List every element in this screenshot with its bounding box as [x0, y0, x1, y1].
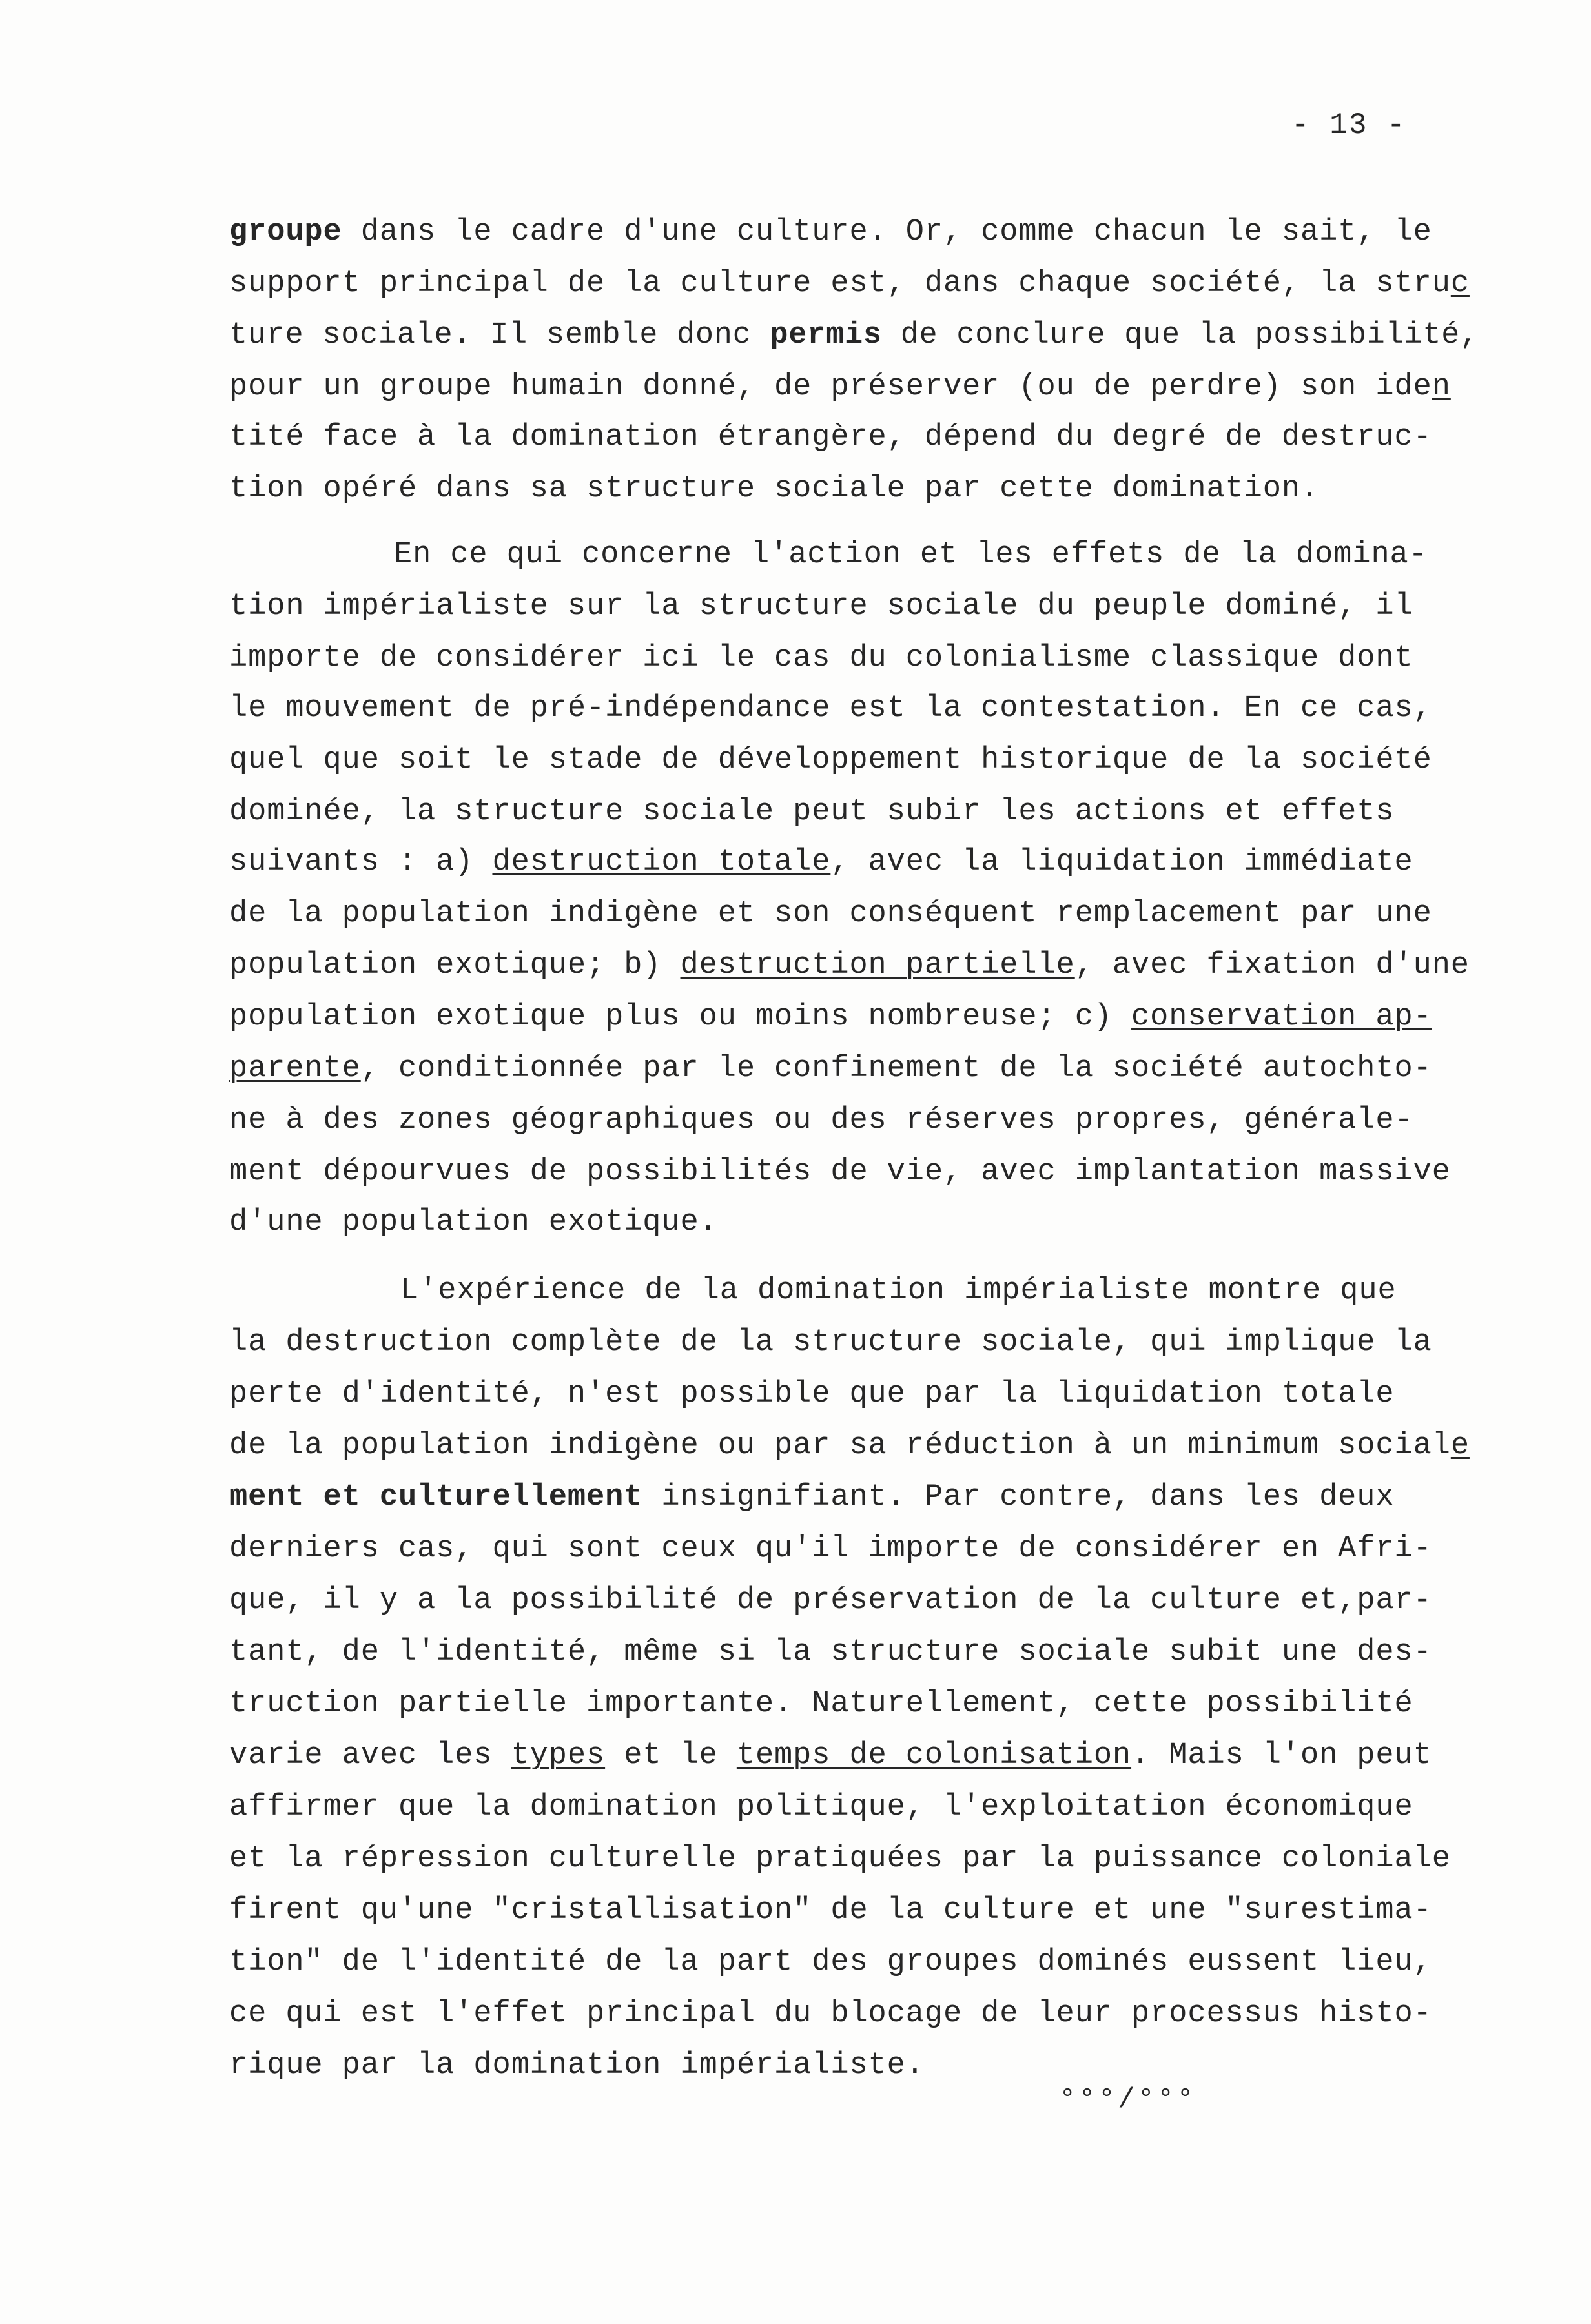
text-run: tité face à la domination étrangère, dépend du degré de destruc-	[229, 420, 1432, 454]
text-line	[229, 316, 1479, 355]
text-line	[229, 1323, 1432, 1362]
emphasized-text: ment et culturellement	[229, 1480, 643, 1514]
text-run: de la population indigène ou par sa réduction à un minimum social	[229, 1429, 1451, 1463]
text-run: , avec fixation d'une	[1074, 948, 1470, 983]
text-line	[229, 1427, 1470, 1465]
underlined-text: destruction partielle	[680, 948, 1075, 983]
text-run: suivants : a)	[229, 845, 493, 879]
text-line	[394, 536, 1428, 575]
text-line	[229, 2046, 925, 2085]
text-run: L'expérience de la domination impérialiste montre que	[400, 1274, 1397, 1308]
text-line	[229, 1203, 718, 1242]
text-line	[229, 1685, 1413, 1724]
text-run: population exotique plus ou moins nombreuse; c)	[229, 1000, 1132, 1034]
text-run: support principal de la culture est, dans chaque société, la stru	[229, 267, 1451, 301]
text-run: rique par la domination impérialiste.	[229, 2048, 925, 2083]
underlined-text: e	[1450, 1429, 1470, 1463]
emphasized-text: permis	[770, 318, 882, 352]
text-line	[229, 265, 1470, 303]
underlined-text: parente	[229, 1052, 361, 1086]
underlined-text: conservation ap-	[1131, 1000, 1432, 1034]
text-run: le mouvement de pré-indépendance est la contestation. En ce cas,	[229, 691, 1432, 726]
text-line	[229, 1737, 1432, 1775]
underlined-text: n	[1432, 370, 1451, 404]
text-run: tion opéré dans sa structure sociale par cette domination.	[229, 472, 1320, 506]
text-line	[229, 793, 1394, 831]
text-line	[229, 895, 1432, 933]
text-line	[229, 1101, 1413, 1140]
text-run: la destruction complète de la structure sociale, qui implique la	[229, 1325, 1432, 1360]
text-line	[229, 1943, 1432, 1982]
text-line	[229, 998, 1432, 1037]
text-line	[229, 368, 1451, 407]
text-line	[229, 213, 1432, 252]
text-run: ne à des zones géographiques ou des réserves propres, générale-	[229, 1103, 1413, 1137]
text-run: d'une population exotique.	[229, 1205, 718, 1239]
text-line	[229, 1995, 1432, 2034]
text-line	[229, 587, 1413, 626]
text-run: dominée, la structure sociale peut subir les actions et effets	[229, 795, 1395, 829]
text-line	[229, 741, 1432, 780]
text-run: importe de considérer ici le cas du colonialisme classique dont	[229, 641, 1413, 675]
text-run: , conditionnée par le confinement de la société autochto-	[360, 1052, 1432, 1086]
emphasized-text: groupe	[229, 215, 342, 249]
text-run: En ce qui concerne l'action et les effets de la domina-	[394, 538, 1428, 572]
text-run: quel que soit le stade de développement historique de la société	[229, 743, 1432, 777]
text-run: pour un groupe humain donné, de préserver (ou de perdre) son ide	[229, 370, 1432, 404]
text-line	[229, 1633, 1432, 1672]
continuation-mark: °°°/°°°	[1059, 2084, 1196, 2116]
text-run: que, il y a la possibilité de préservation de la culture et,par-	[229, 1584, 1432, 1618]
text-line	[229, 689, 1432, 728]
text-run: dans le cadre d'une culture. Or, comme chacun le sait, le	[342, 215, 1432, 249]
text-run: de la population indigène et son conséquent remplacement par une	[229, 897, 1432, 931]
text-line	[229, 1375, 1394, 1414]
text-line	[229, 1840, 1451, 1879]
underlined-text: temps de colonisation	[736, 1738, 1132, 1773]
text-line	[229, 1050, 1432, 1088]
text-run: de conclure que la possibilité,	[881, 318, 1479, 352]
text-run: insignifiant. Par contre, dans les deux	[642, 1480, 1395, 1514]
text-run: ment dépourvues de possibilités de vie, avec implantation massive	[229, 1155, 1451, 1189]
text-run: tion" de l'identité de la part des groupes dominés eussent lieu,	[229, 1945, 1432, 1979]
page-number: - 13 -	[1291, 108, 1406, 142]
text-run: . Mais l'on peut	[1131, 1738, 1432, 1773]
text-line	[229, 418, 1432, 457]
text-line	[229, 1891, 1432, 1930]
text-run: tion impérialiste sur la structure sociale du peuple dominé, il	[229, 589, 1413, 624]
text-line	[229, 843, 1413, 882]
text-line	[229, 470, 1319, 509]
text-run: ture sociale. Il semble donc	[229, 318, 770, 352]
text-line	[229, 946, 1470, 985]
underlined-text: types	[511, 1738, 606, 1773]
text-line	[229, 1788, 1413, 1827]
text-run: population exotique; b)	[229, 948, 681, 983]
underlined-text: c	[1450, 267, 1470, 301]
text-run: tant, de l'identité, même si la structure sociale subit une des-	[229, 1635, 1432, 1669]
underlined-text: destruction totale	[492, 845, 831, 879]
text-run: , avec la liquidation immédiate	[830, 845, 1413, 879]
text-run: derniers cas, qui sont ceux qu'il importe de considérer en Afri-	[229, 1532, 1432, 1566]
text-run: perte d'identité, n'est possible que par la liquidation totale	[229, 1377, 1395, 1411]
text-run: firent qu'une "cristallisation" de la culture et une "surestima-	[229, 1893, 1432, 1928]
text-run: ce qui est l'effet principal du blocage de leur processus histo-	[229, 1997, 1432, 2031]
text-run: et le	[605, 1738, 737, 1773]
text-line	[229, 1478, 1395, 1517]
text-line	[400, 1272, 1397, 1310]
text-run: affirmer que la domination politique, l'exploitation économique	[229, 1790, 1413, 1824]
text-line	[229, 1530, 1432, 1569]
text-run: et la répression culturelle pratiquées par la puissance coloniale	[229, 1842, 1451, 1876]
text-line	[229, 1153, 1451, 1192]
text-line	[229, 1582, 1432, 1620]
text-run: truction partielle importante. Naturellement, cette possibilité	[229, 1687, 1413, 1721]
text-run: varie avec les	[229, 1738, 511, 1773]
text-line	[229, 639, 1413, 678]
